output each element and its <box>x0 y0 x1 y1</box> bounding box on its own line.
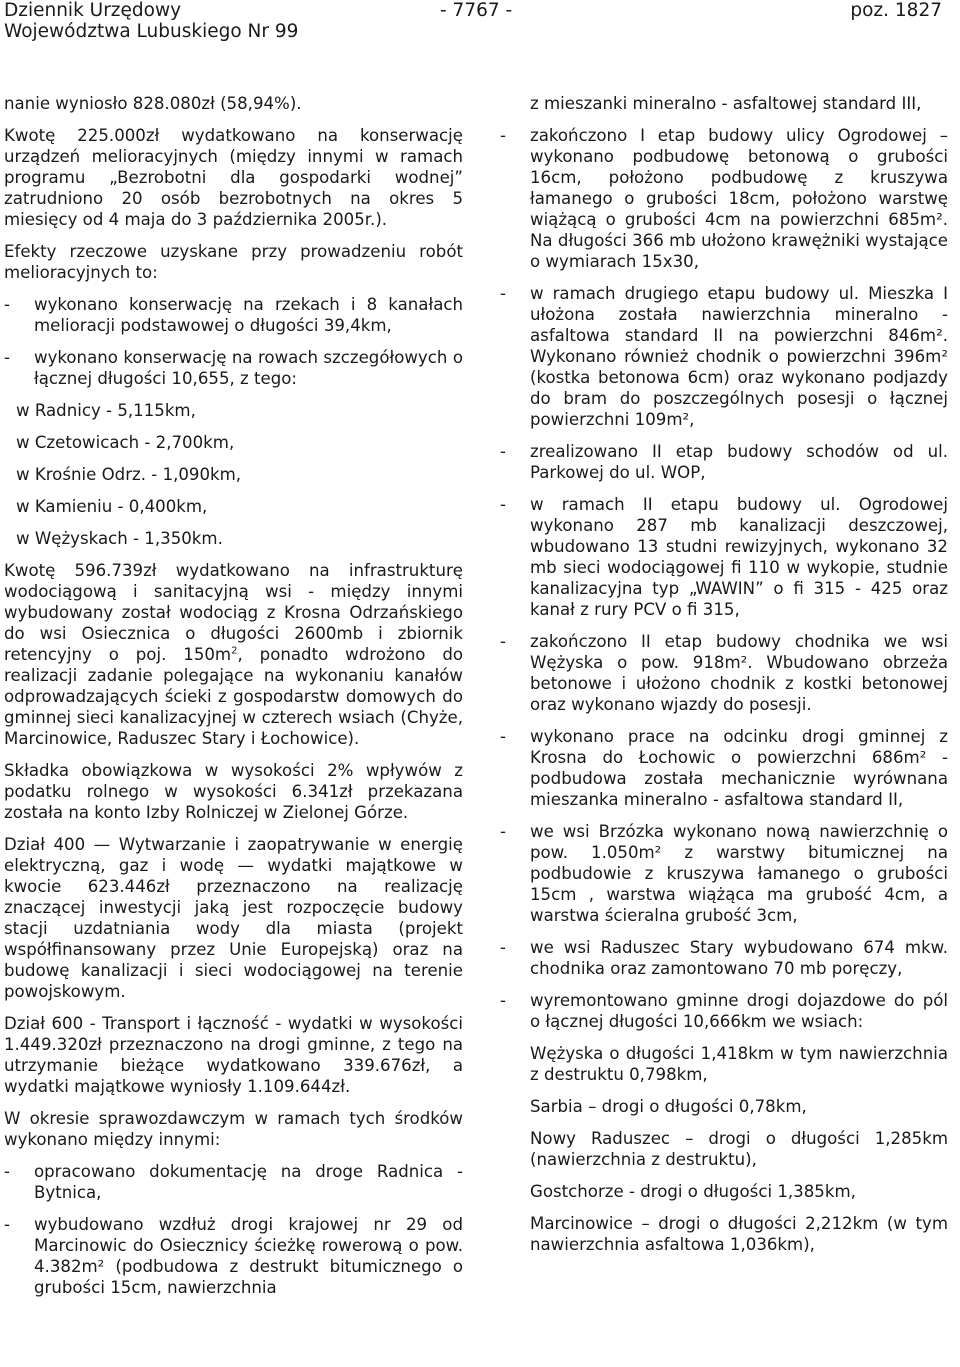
list-item-text: zrealizowano II etap budowy schodów od ul. Parkowej do ul. WOP, <box>530 442 948 482</box>
dash-marker: - <box>4 1162 10 1181</box>
road-entry: Gostchorze - drogi o długości 1,385km, <box>530 1182 856 1201</box>
page-number: - 7767 - <box>440 0 513 21</box>
list-item-text: wykonano prace na odcinku drogi gminnej z Krosna do Łochowic o powierzchni 686m² - podbudowa została mechanicznie wyrównana mieszanka mineralno - asfaltowa standard II, <box>530 727 948 809</box>
list-item <box>500 494 948 620</box>
list-item <box>4 294 463 336</box>
place-entry: w Krośnie Odrz. - 1,090km, <box>16 465 242 484</box>
list-item-text: w ramach II etapu budowy ul. Ogrodowej wykonano 287 mb kanalizacji deszczowej, wbudowano 13 studni rewizyjnych, wykonano 32 mb sieci wodociągowej fi 110 w wykopie, studnie kanalizacyjna typ „WAWIN” o fi 315 - 425 oraz kanał z rury PCV o fi 315, <box>530 495 948 619</box>
position-number: poz. 1827 <box>850 0 942 21</box>
dash-marker: - <box>500 727 506 746</box>
dash-marker: - <box>500 991 506 1010</box>
list-item-text: zakończono II etap budowy chodnika we wsi Wężyska o pow. 918m². Wbudowano obrzeża betonowe i ułożono chodnik z kostki betonowej oraz wykonano wjazdy do posesji. <box>530 632 948 714</box>
list-item <box>4 347 463 389</box>
page-header <box>0 0 960 42</box>
list-item-text: w ramach drugiego etapu budowy ul. Mieszka I ułożona została nawierzchnia mineralno - asfaltowa standard II na powierzchni 846m². Wykonano również chodnik o powierzchni 396m² (kostka betonowa 6cm) oraz wykonano podjazdy do bram do poszczególnych posesji o łącznej powierzchni 109m², <box>530 284 948 429</box>
list-item-text: we wsi Brzózka wykonano nową nawierzchnię o pow. 1.050m² z warstwy bitumicznej na podbudowie z kruszywa łamanego o grubości 15cm , warstwa wiążąca ma grubość 4cm, a warstwa ścieralna grubość 3cm, <box>530 822 948 925</box>
road-entry: Sarbia – drogi o długości 0,78km, <box>530 1097 807 1116</box>
place-entry: w Wężyskach - 1,350km. <box>16 529 223 548</box>
dash-marker: - <box>500 495 506 514</box>
dash-marker: - <box>4 348 10 367</box>
dash-marker: - <box>500 442 506 461</box>
paragraph <box>4 560 463 749</box>
right-column <box>500 93 948 1255</box>
paragraph: Dział 600 - Transport i łączność - wydatki w wysokości 1.449.320zł przeznaczono na drogi gminne, z tego na utrzymanie bieżące wydatkowano 339.676zł, a wydatki majątkowe wyniosły 1.109.644zł. <box>4 1014 463 1096</box>
road-entry: Wężyska o długości 1,418km w tym nawierzchnia z destruktu 0,798km, <box>530 1044 948 1084</box>
paragraph: Składka obowiązkowa w wysokości 2% wpływów z podatku rolnego w wysokości 6.341zł przekazana została na konto Izby Rolniczej w Zielonej Górze. <box>4 761 463 822</box>
place-entry: w Czetowicach - 2,700km, <box>16 433 235 452</box>
place-entry: w Radnicy - 5,115km, <box>16 401 196 420</box>
left-column <box>4 93 463 1298</box>
dash-marker: - <box>500 822 506 841</box>
list-item-text: wykonano konserwację na rowach szczegółowych o łącznej długości 10,655, z tego: <box>34 348 463 388</box>
journal-title: Dziennik Urzędowy <box>4 0 182 21</box>
list-item-text: wyremontowano gminne drogi dojazdowe do pól o łącznej długości 10,666km we wsiach: <box>530 991 948 1031</box>
journal-subtitle: Województwa Lubuskiego Nr 99 <box>4 21 299 42</box>
dash-marker: - <box>500 938 506 957</box>
text-part: , ponadto wdrożono do realizacji zadanie polegające na wykonaniu kanałów odprowadzających ścieki z gospodarstw domowych do gminnej sieci kanalizacyjnej w czterech wsiach (Chyże, Marcinowice, Raduszec Stary i Łochowice). <box>4 645 463 748</box>
road-entry: Nowy Raduszec – drogi o długości 1,285km (nawierzchnia z destruktu), <box>530 1129 948 1169</box>
list-item <box>4 1161 463 1203</box>
dash-marker: - <box>500 284 506 303</box>
paragraph: nanie wyniosło 828.080zł (58,94%). <box>4 94 302 113</box>
paragraph: W okresie sprawozdawczym w ramach tych środków wykonano między innymi: <box>4 1109 463 1149</box>
place-entry: w Kamieniu - 0,400km, <box>16 497 208 516</box>
dash-marker: - <box>500 126 506 145</box>
superscript: 2 <box>231 645 238 657</box>
list-item <box>500 125 948 272</box>
list-item <box>500 821 948 926</box>
list-item-text: opracowano dokumentację na droge Radnica - Bytnica, <box>34 1162 463 1202</box>
list-item-text: we wsi Raduszec Stary wybudowano 674 mkw. chodnika oraz zamontowano 70 mb poręczy, <box>530 938 948 978</box>
list-item <box>500 283 948 430</box>
list-item <box>500 937 948 979</box>
list-item <box>500 990 948 1032</box>
list-item <box>4 1214 463 1298</box>
text-part: Kwotę 596.739zł wydatkowano na infrastrukturę wodociągową i sanitacyjną wsi - między innymi wybudowany został wodociąg z Krosna Odrzańskiego do wsi Osiecznica o długości 2600mb i zbiornik retencyjny o poj. 150m <box>4 561 463 664</box>
dash-marker: - <box>4 1215 10 1234</box>
list-item <box>500 726 948 810</box>
list-item-text: wykonano konserwację na rzekach i 8 kanałach melioracji podstawowej o długości 39,4km, <box>34 295 463 335</box>
list-item <box>500 631 948 715</box>
paragraph: Efekty rzeczowe uzyskane przy prowadzeniu robót melioracyjnych to: <box>4 242 463 282</box>
continued-text: z mieszanki mineralno - asfaltowej standard III, <box>530 94 922 113</box>
dash-marker: - <box>500 632 506 651</box>
paragraph: Kwotę 225.000zł wydatkowano na konserwację urządzeń melioracyjnych (między innymi w ramach programu „Bezrobotni dla gospodarki wodnej” zatrudniono 20 osób bezrobotnych na okres 5 miesięcy od 4 maja do 3 października 2005r.). <box>4 126 463 229</box>
road-entry: Marcinowice – drogi o długości 2,212km (w tym nawierzchnia asfaltowa 1,036km), <box>530 1214 948 1254</box>
list-item-text: zakończono I etap budowy ulicy Ogrodowej – wykonano podbudowę betonową o grubości 16cm, położono podbudowę z kruszywa łamanego o grubości 18cm, położono warstwę wiążącą o grubości 4cm na powierzchni 685m². Na długości 366 mb ułożono krawężniki wystające o wymiarach 15x30, <box>530 126 948 271</box>
dash-marker: - <box>4 295 10 314</box>
paragraph: Dział 400 — Wytwarzanie i zaopatrywanie w energię elektryczną, gaz i wodę — wydatki majątkowe w kwocie 623.446zł przeznaczono na realizację znaczącej inwestycji jaką jest rozpoczęcie budowy stacji uzdatniania wody dla miasta (projekt współfinansowany przez Unie Europejską) oraz na budowę kanalizacji i sieci wodociągowej na terenie powojskowym. <box>4 835 463 1001</box>
list-item-text: wybudowano wzdłuż drogi krajowej nr 29 od Marcinowic do Osiecznicy ścieżkę rowerową o pow. 4.382m² (podbudowa z destrukt bitumicznego o grubości 15cm, nawierzchnia <box>34 1215 463 1297</box>
list-item <box>500 441 948 483</box>
